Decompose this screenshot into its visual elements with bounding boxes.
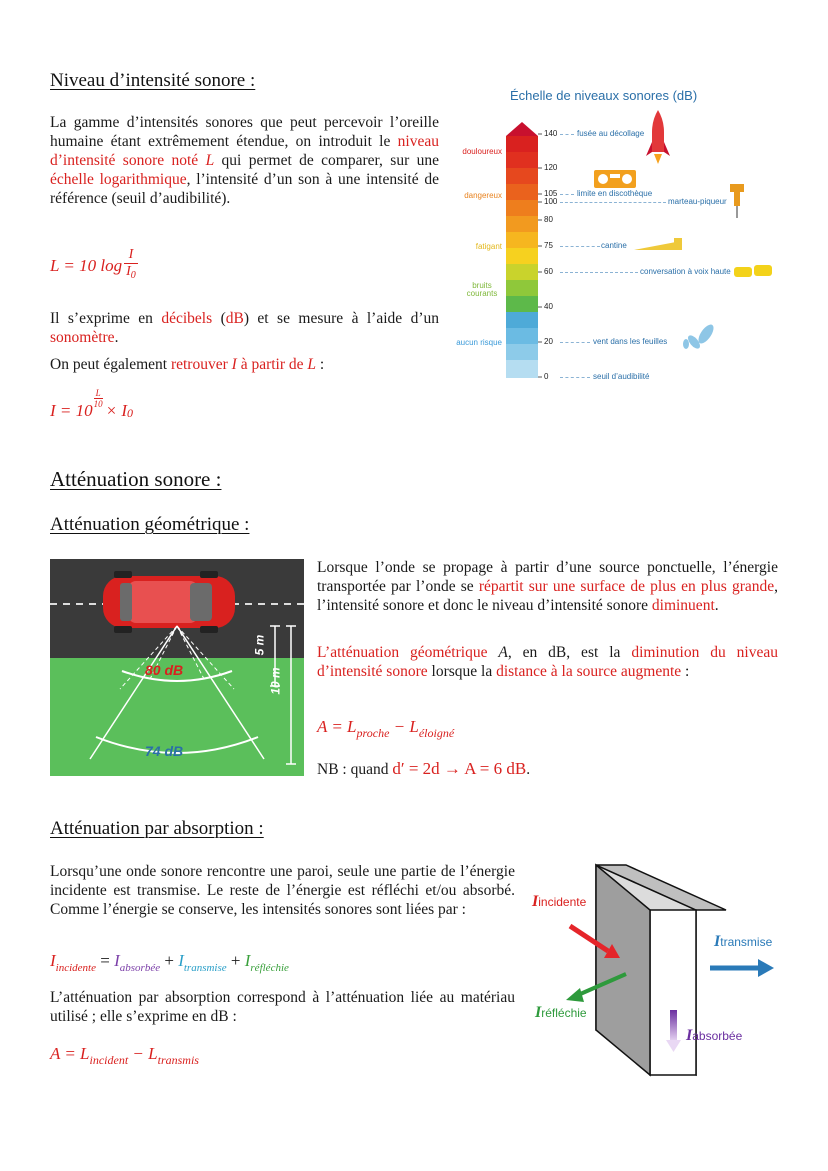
text-run: : bbox=[316, 356, 325, 373]
text-run: , l’intensité d’un son à une intensité de référence (seuil d’audibilité). bbox=[50, 171, 439, 207]
tick-60: 60 bbox=[544, 267, 553, 276]
ex-marteau: marteau-piqueur bbox=[668, 197, 727, 206]
text-run: lorsque la bbox=[427, 663, 497, 680]
transmitted-arrowhead bbox=[758, 959, 774, 977]
wall-diagram bbox=[530, 860, 790, 1085]
text-run: , en dB, est la bbox=[507, 644, 632, 661]
eq-I-ref: I bbox=[244, 951, 251, 970]
text-run: niveau d’intensité sonore noté bbox=[50, 133, 439, 169]
car-diagram bbox=[50, 559, 304, 776]
formula-L-lhs: L = 10 log bbox=[50, 255, 123, 275]
car-icon bbox=[103, 571, 235, 633]
text-run: échelle logarithmique bbox=[50, 171, 187, 188]
label-5m: 5 m bbox=[252, 634, 267, 656]
nb-expr: d′ = 2d → A = 6 dB bbox=[392, 759, 527, 778]
ex-vent: vent dans les feuilles bbox=[593, 337, 668, 346]
text-run: ) et se mesure à l’aide d’un bbox=[243, 310, 439, 327]
eq-ref: réfléchie bbox=[250, 962, 289, 974]
scale-title: Échelle de niveaux sonores (dB) bbox=[510, 88, 698, 103]
formula-A-geometric bbox=[317, 717, 454, 741]
absorption-paragraph: Lorsqu’une onde sonore rencontre une paroi, seule une partie de l’énergie incidente est transmise. Le reste de l’énergie est réfléchi et/ou absorbé. Comme l’énergie se conserve, les intensités sonores sont liées par : bbox=[50, 863, 515, 918]
tick-40: 40 bbox=[544, 302, 553, 311]
text-run: diminuent bbox=[651, 597, 715, 614]
nb-prefix: NB : quand bbox=[317, 761, 393, 778]
formula-I bbox=[50, 388, 133, 421]
text-run: L bbox=[205, 152, 215, 169]
scale-arrow-tip bbox=[506, 122, 538, 136]
text-run: ( bbox=[212, 310, 226, 327]
label-reflechie: Iréfléchie bbox=[535, 1004, 587, 1021]
tick-100: 100 bbox=[544, 197, 558, 206]
text-run: Lorsque l’onde se propage à partir d’une source ponctuelle, l’énergie transportée par l’onde se bbox=[317, 559, 778, 595]
eq-equals: = bbox=[96, 951, 115, 970]
eq-tra: transmise bbox=[183, 962, 227, 974]
formula-L-den-sub: 0 bbox=[130, 270, 136, 281]
text-run: Il s’exprime en bbox=[50, 310, 162, 327]
retrieve-paragraph bbox=[50, 355, 439, 374]
ex-conversation: conversation à voix haute bbox=[640, 267, 731, 276]
text-run: L’atténuation géométrique bbox=[317, 644, 499, 661]
ex-discotheque: limite en discothèque bbox=[577, 189, 653, 198]
text-run: La gamme d’intensités sonores que peut percevoir l’oreille humaine étant extrêmement étendue, on introduit le bbox=[50, 114, 439, 150]
text-run: diminution du niveau d’intensité sonore bbox=[317, 644, 778, 680]
formula-A-absorption bbox=[50, 1044, 199, 1068]
label-absorbee: Iabsorbée bbox=[686, 1027, 743, 1044]
eq-plus-1: + bbox=[160, 951, 179, 970]
text-run: dB bbox=[225, 310, 244, 327]
intensity-equation bbox=[50, 951, 289, 974]
formula-Aa-s2: transmis bbox=[157, 1053, 199, 1067]
tick-75: 75 bbox=[544, 241, 553, 250]
tick-80: 80 bbox=[544, 215, 553, 224]
formula-Aa-mid: − L bbox=[128, 1044, 158, 1063]
geometric-paragraph-2 bbox=[317, 643, 778, 681]
cat-aucun-risque: aucun risque bbox=[456, 338, 502, 347]
speech-icon bbox=[734, 265, 772, 277]
unit-paragraph bbox=[50, 309, 439, 347]
text-run: retrouver bbox=[170, 356, 232, 373]
subsection-title-geometrique: Atténuation géométrique : bbox=[50, 514, 250, 535]
formula-Ag-s2: éloigné bbox=[418, 726, 455, 740]
cat-bruits-courants: bruits courants bbox=[466, 281, 498, 298]
section-title-attenuation: Atténuation sonore : bbox=[50, 467, 222, 491]
ex-fusee: fusée au décollage bbox=[577, 129, 645, 138]
label-80db: 80 dB bbox=[145, 662, 184, 678]
formula-Aa-s1: incident bbox=[89, 1053, 129, 1067]
tick-140: 140 bbox=[544, 129, 558, 138]
label-transmise: Itransmise bbox=[714, 933, 773, 950]
label-74db: 74 dB bbox=[145, 743, 184, 759]
eq-abs: absorbée bbox=[119, 962, 161, 974]
eq-inc: incidente bbox=[55, 962, 96, 974]
cat-douloureux: douloureux bbox=[462, 147, 502, 156]
formula-L-den: I bbox=[126, 264, 131, 279]
tick-120: 120 bbox=[544, 163, 558, 172]
formula-Ag-s1: proche bbox=[356, 726, 390, 740]
text-run: décibels bbox=[161, 310, 213, 327]
section-title-niveau: Niveau d’intensité sonore : bbox=[50, 70, 256, 91]
jackhammer-icon bbox=[730, 184, 744, 218]
cat-fatigant: fatigant bbox=[475, 242, 502, 251]
reflected-arrowhead bbox=[566, 988, 584, 1002]
formula-I-rhs: × I bbox=[105, 401, 128, 420]
intro-paragraph bbox=[50, 113, 439, 208]
tick-105: 105 bbox=[544, 189, 558, 198]
eq-I-tra: I bbox=[178, 951, 184, 970]
formula-L-num: I bbox=[128, 247, 134, 262]
formula-I-exp-num: L bbox=[95, 388, 101, 398]
text-run: A bbox=[498, 644, 508, 661]
text-run: , l’intensité sonore et donc le niveau d’intensité sonore bbox=[317, 578, 778, 614]
text-run: répartit sur une surface de plus en plus grande bbox=[478, 578, 775, 595]
formula-Aa-lhs: A = L bbox=[50, 1044, 90, 1063]
formula-Ag-mid: − L bbox=[389, 717, 419, 736]
nb-suffix: . bbox=[526, 761, 531, 778]
tick-20: 20 bbox=[544, 337, 553, 346]
eq-I-inc: I bbox=[50, 951, 56, 970]
text-run: sonomètre bbox=[50, 329, 115, 346]
eq-I-abs: I bbox=[114, 951, 120, 970]
label-10m: 10 m bbox=[268, 667, 283, 695]
sound-level-scale bbox=[448, 80, 788, 390]
formula-I-lhs: I = 10 bbox=[50, 401, 93, 420]
text-run: On peut également bbox=[50, 356, 171, 373]
formula-I-rhs-sub: 0 bbox=[127, 406, 134, 420]
tick-0: 0 bbox=[544, 372, 549, 381]
text-run: L bbox=[307, 356, 317, 373]
rocket-icon bbox=[646, 110, 670, 164]
text-run: à partir de bbox=[236, 356, 308, 373]
formula-I-exp-den: 10 bbox=[93, 399, 103, 409]
text-run: . bbox=[114, 329, 119, 346]
text-run: I bbox=[231, 356, 237, 373]
text-run: qui permet de comparer, sur une bbox=[214, 152, 439, 169]
eq-plus-2: + bbox=[226, 951, 245, 970]
cantine-icon bbox=[634, 238, 682, 250]
geometric-paragraph-1 bbox=[317, 558, 778, 615]
absorption-paragraph-2: L’atténuation par absorption correspond à l’atténuation liée au matériau utilisé ; elle s’exprime en dB : bbox=[50, 989, 515, 1025]
text-run: . bbox=[714, 597, 719, 614]
subsection-title-absorption: Atténuation par absorption : bbox=[50, 818, 264, 839]
nb-note bbox=[317, 759, 530, 779]
text-run: distance à la source augmente bbox=[496, 663, 682, 680]
label-incidente: Iincidente bbox=[532, 893, 587, 910]
cat-dangereux: dangereux bbox=[464, 191, 502, 200]
formula-L bbox=[50, 247, 138, 284]
ex-cantine: cantine bbox=[601, 241, 627, 250]
ex-seuil: seuil d’audibilité bbox=[593, 372, 650, 381]
text-run: : bbox=[681, 663, 690, 680]
leaves-icon bbox=[683, 322, 716, 351]
formula-Ag-lhs: A = L bbox=[317, 717, 357, 736]
boombox-icon bbox=[594, 170, 636, 188]
